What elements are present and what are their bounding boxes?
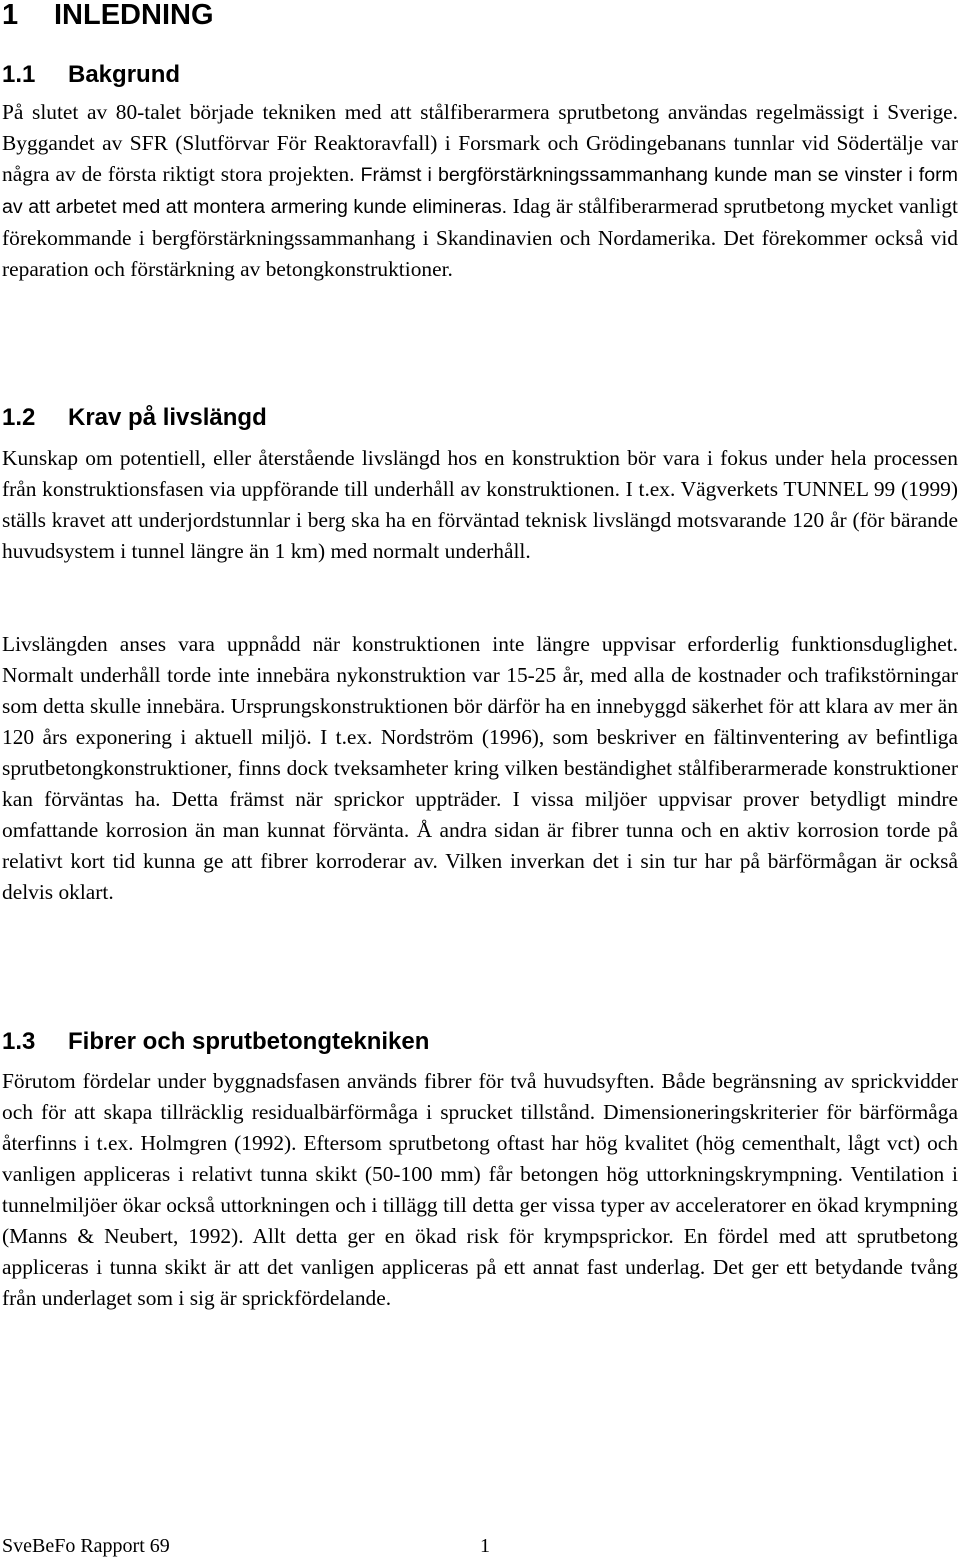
- section-heading-1-2: [2, 404, 267, 432]
- section-1-1-paragraph-1: [2, 97, 958, 285]
- section-number: 1.2: [2, 404, 36, 431]
- footer-report-name: SveBeFo Rapport 69: [2, 1535, 170, 1557]
- section-title: Bakgrund: [68, 61, 181, 88]
- paragraph-text-serif-a: På slutet av 80-talet började tekniken med att stålfiberarmera sprutbetong användas regelmässigt i Sverige. Byggandet av SFR (Slutförvar För Reaktoravfall) i Forsmark och Grödingebanans tunnlar vid Södertälje var några av de första riktigt stora projekten.: [2, 100, 958, 186]
- section-number: 1.1: [2, 61, 36, 88]
- section-1-2-paragraph-1: Kunskap om potentiell, eller återstående livslängd hos en konstruktion bör vara i fokus under hela processen från konstruktionsfasen via uppförande till underhåll av konstruktionen. I t.ex. Vägverkets TUNNEL 99 (1999) ställs kravet att underjordstunnlar i berg ska ha en förväntad teknisk livslängd motsvarande 120 år (för bärande huvudsystem i tunnel längre än 1 km) med normalt underhåll.: [2, 446, 958, 563]
- chapter-heading: [2, 0, 214, 30]
- footer-page-number: 1: [480, 1535, 490, 1557]
- paragraph-text-serif-b: Idag är stålfiberarmerad sprutbetong mycket vanligt förekommande i bergförstärkningssammanhang i Skandinavien och Nordamerika. Det förekommer också vid reparation och förstärkning av betongkonstruktioner.: [2, 194, 958, 281]
- section-title: Fibrer och sprutbetongtekniken: [68, 1028, 430, 1055]
- chapter-title: INLEDNING: [54, 0, 214, 31]
- section-heading-1-1: [2, 61, 180, 89]
- section-heading-1-3: [2, 1028, 429, 1056]
- section-title: Krav på livslängd: [68, 404, 267, 431]
- section-1-2-paragraph-2: Livslängden anses vara uppnådd när konstruktionen inte längre uppvisar erforderlig funktionsduglighet. Normalt underhåll torde inte innebära nykonstruktion var 15-25 år, med alla de kostnader och trafikstörningar som detta skulle innebära. Ursprungskonstruktionen bör därför ha en innebyggd säkerhet för att klara av mer än 120 års exponering i aktuell miljö. I t.ex. Nordström (1996), som beskriver en fältinventering av befintliga sprutbetongkonstruktioner, finns dock tveksamheter kring vilken beständighet stålfiberarmerade konstruktioner kan förväntas ha. Detta främst när sprickor uppträder. I vissa miljöer uppvisar prover betydligt mindre omfattande korrosion än man kunnat förvänta. Å andra sidan är fibrer tunna och en aktiv korrosion torde på relativt kort tid kunna ge att fibrer korroderar av. Vilken inverkan det i sin tur har på bärförmågan är också delvis oklart.: [2, 632, 958, 904]
- section-1-3-paragraph-1: Förutom fördelar under byggnadsfasen används fibrer för två huvudsyften. Både begränsning av sprickvidder och för att skapa tillräcklig residualbärförmåga i sprucket tillstånd. Dimensioneringskriterier för bärförmåga återfinns i t.ex. Holmgren (1992). Eftersom sprutbetong oftast har hög kvalitet (hög cementhalt, lågt vct) och vanligen appliceras i relativt tunna skikt (50-100 mm) får betongen hög uttorkningskrympning. Ventilation i tunnelmiljöer ökar också uttorkningen och i tillägg till detta ger vissa typer av acceleratorer en ökad krympning (Manns & Neubert, 1992). Allt detta ger en ökad risk för krympsprickor. En fördel med att sprutbetong appliceras i tunna skikt är att det vanligen appliceras på ett annat fast underlag. Det ger ett betydande tvång från underlaget som i sig är sprickfördelande.: [2, 1069, 958, 1310]
- chapter-number: 1: [2, 0, 19, 31]
- section-number: 1.3: [2, 1028, 36, 1055]
- paragraph-text-sans: Främst i bergförstärkningssammanhang kunde man se vinster i form av att arbetet med att montera armering kunde elimineras.: [2, 164, 958, 218]
